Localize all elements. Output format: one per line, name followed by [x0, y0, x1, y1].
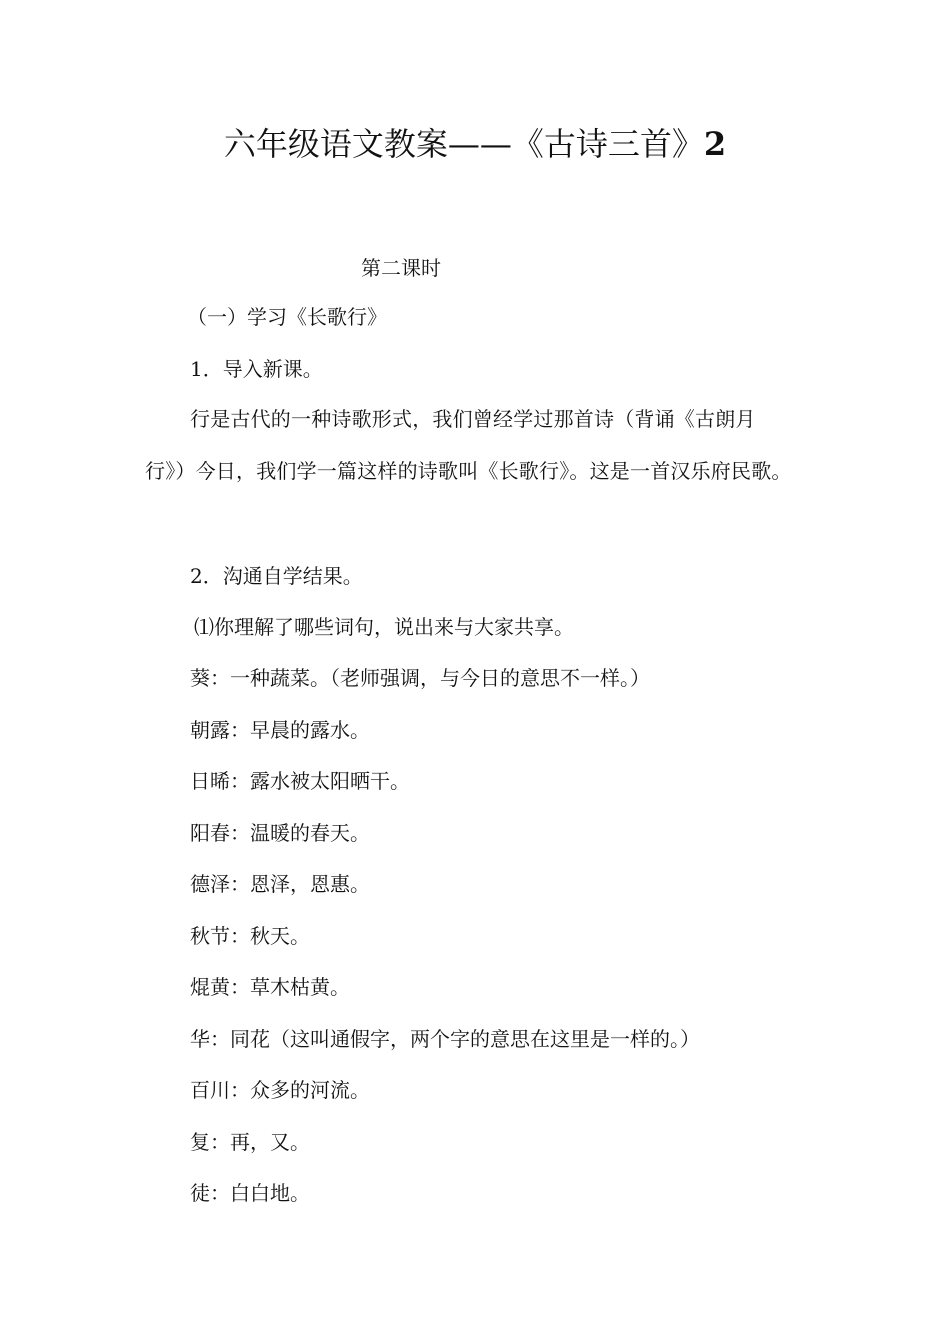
intro-paragraph: 行是古代的一种诗歌形式，我们曾经学过那首诗（背诵《古朗月行》）今日，我们学一篇这样的诗歌叫《长歌行》。这是一首汉乐府民歌。	[145, 407, 792, 483]
step-2: 2．沟通自学结果。	[190, 564, 363, 588]
title-text: 六年级语文教案——《古诗三首》	[223, 125, 704, 163]
glossary-item: 朝露：早晨的露水。	[190, 718, 370, 742]
glossary-item: 秋节：秋天。	[190, 924, 310, 948]
glossary-item: 焜黄：草木枯黄。	[190, 975, 350, 999]
glossary-item: 阳春：温暖的春天。	[190, 821, 370, 845]
glossary-item: 德泽：恩泽，恩惠。	[190, 872, 370, 896]
glossary-item: 徒：白白地。	[190, 1181, 310, 1205]
lesson-label: 第二课时	[361, 256, 441, 280]
glossary-item: 葵：一种蔬菜。（老师强调，与今日的意思不一样。）	[190, 666, 650, 690]
step-1: 1．导入新课。	[190, 357, 323, 381]
document-title	[0, 122, 950, 166]
glossary-item: 百川：众多的河流。	[190, 1078, 370, 1102]
glossary-item: 日晞：露水被太阳晒干。	[190, 769, 410, 793]
glossary-item: 复：再，又。	[190, 1130, 310, 1154]
title-number: 2	[703, 125, 727, 163]
section-heading: （一）学习《长歌行》	[187, 305, 387, 329]
glossary-item: 华：同花（这叫通假字，两个字的意思在这里是一样的。）	[190, 1027, 700, 1051]
sub-step-1: ⑴你理解了哪些词句，说出来与大家共享。	[194, 615, 574, 639]
